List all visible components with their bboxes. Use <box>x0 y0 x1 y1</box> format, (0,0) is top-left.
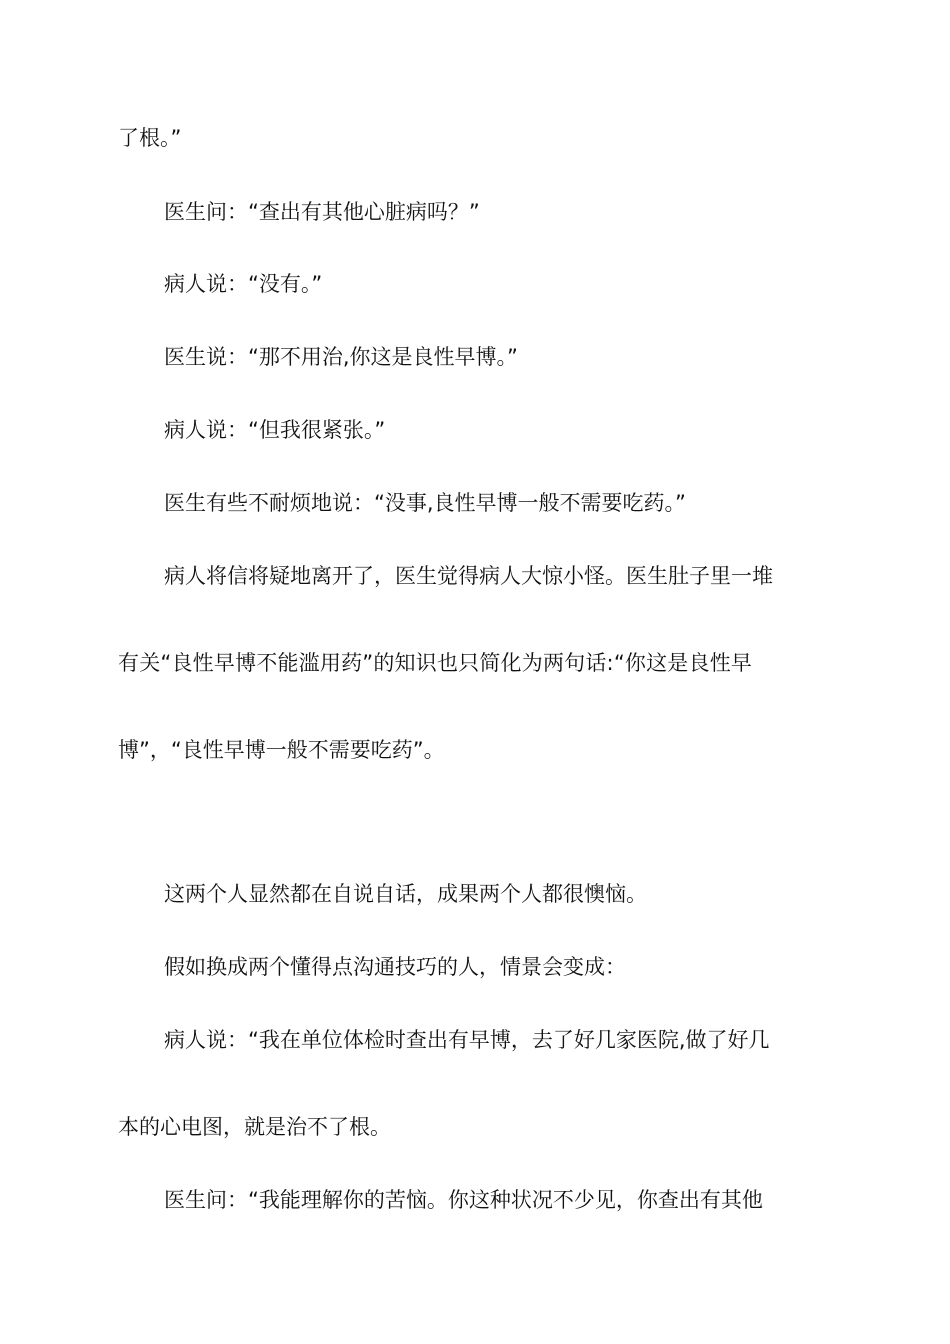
text-line-13: 本的心电图，就是治不了根。 <box>118 1115 391 1139</box>
text-line-14: 医生问：“我能理解你的苦恼。你这种状况不少见，你查出有其他 <box>164 1188 763 1212</box>
text-line-4: 医生说：“那不用治,你这是良性早博。” <box>164 345 518 369</box>
text-line-8: 有关“良性早博不能滥用药”的知识也只简化为两句话:“你这是良性早 <box>118 651 753 675</box>
text-line-5: 病人说：“但我很紧张。” <box>164 418 386 442</box>
text-line-12: 病人说：“我在单位体检时查出有早博，去了好几家医院,做了好几 <box>164 1028 770 1052</box>
text-line-10: 这两个人显然都在自说自话，成果两个人都很懊恼。 <box>164 882 647 906</box>
text-line-11: 假如换成两个懂得点沟通技巧的人，情景会变成： <box>164 955 626 979</box>
text-line-9: 博”，“良性早博一般不需要吃药”。 <box>118 738 445 762</box>
text-line-1: 了根。” <box>118 126 182 150</box>
text-line-3: 病人说：“没有。” <box>164 272 323 296</box>
text-line-6: 医生有些不耐烦地说：“没事,良性早博一般不需要吃药。” <box>164 491 686 515</box>
text-line-2: 医生问：“查出有其他心脏病吗？” <box>164 200 480 224</box>
text-line-7: 病人将信将疑地离开了，医生觉得病人大惊小怪。医生肚子里一堆 <box>164 564 773 588</box>
